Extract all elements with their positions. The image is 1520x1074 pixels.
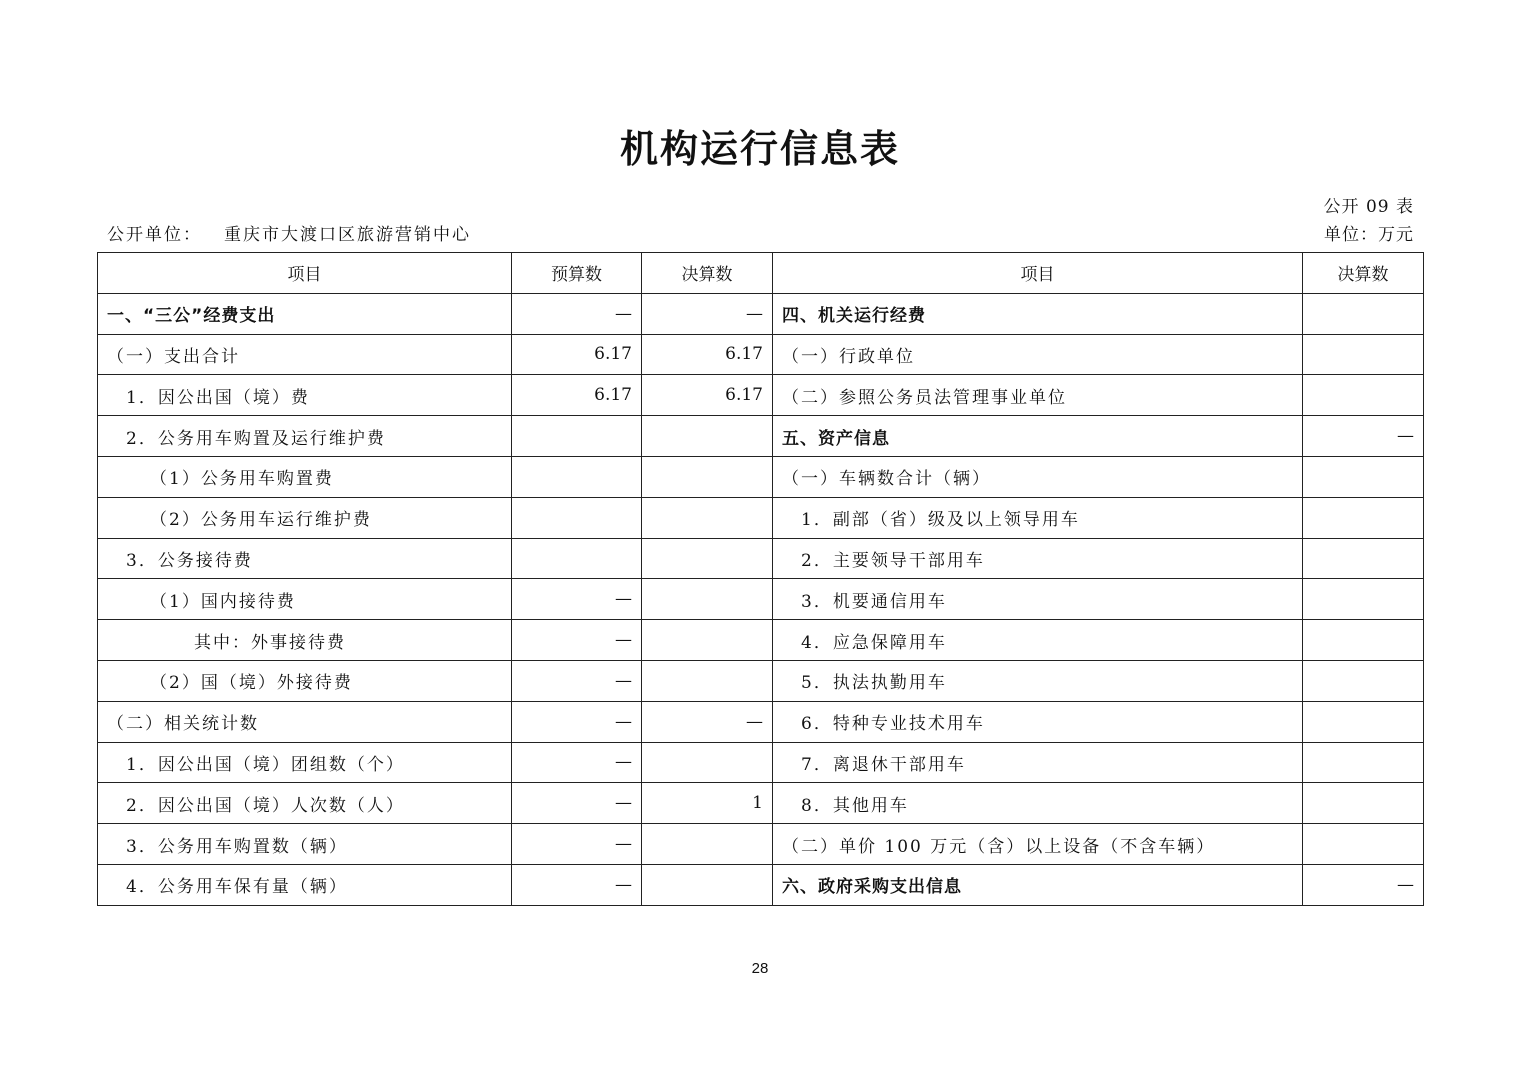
table-row <box>98 579 1424 620</box>
right-item-cell: 3．机要通信用车 <box>773 579 1303 620</box>
budget-cell: — <box>512 293 642 334</box>
left-item-cell: 3．公务用车购置数（辆） <box>98 824 512 865</box>
right-final-cell: — <box>1303 864 1424 905</box>
table-row <box>98 456 1424 497</box>
right-final-cell <box>1303 334 1424 375</box>
right-item-cell: 1．副部（省）级及以上领导用车 <box>773 497 1303 538</box>
final-cell: 6.17 <box>642 375 773 416</box>
left-item-cell: （一）支出合计 <box>98 334 512 375</box>
table-header-row <box>98 253 1424 294</box>
table-row <box>98 783 1424 824</box>
left-item-cell: 4．公务用车保有量（辆） <box>98 864 512 905</box>
right-final-cell <box>1303 660 1424 701</box>
left-item-cell: 其中：外事接待费 <box>98 620 512 661</box>
right-final-cell <box>1303 824 1424 865</box>
header-item-right: 项目 <box>773 253 1303 294</box>
final-cell <box>642 416 773 457</box>
final-cell <box>642 497 773 538</box>
right-item-cell: 8．其他用车 <box>773 783 1303 824</box>
table-row <box>98 497 1424 538</box>
left-item-cell: 3．公务接待费 <box>98 538 512 579</box>
left-item-cell: 2．公务用车购置及运行维护费 <box>98 416 512 457</box>
header-budget: 预算数 <box>512 253 642 294</box>
publishing-unit <box>107 220 471 245</box>
right-item-cell: （一）行政单位 <box>773 334 1303 375</box>
right-final-cell: — <box>1303 416 1424 457</box>
table-row <box>98 416 1424 457</box>
left-item-cell: （1）国内接待费 <box>98 579 512 620</box>
table-row <box>98 538 1424 579</box>
budget-cell: — <box>512 864 642 905</box>
currency-unit: 单位：万元 <box>1324 225 1414 245</box>
budget-cell <box>512 497 642 538</box>
final-cell <box>642 824 773 865</box>
table-row <box>98 293 1424 334</box>
budget-cell: — <box>512 579 642 620</box>
right-final-cell <box>1303 742 1424 783</box>
right-item-cell: 四、机关运行经费 <box>773 293 1303 334</box>
right-final-cell <box>1303 456 1424 497</box>
form-number: 公开 09 表 <box>1323 197 1414 217</box>
final-cell <box>642 864 773 905</box>
final-cell <box>642 620 773 661</box>
table-row <box>98 375 1424 416</box>
budget-cell: — <box>512 824 642 865</box>
table-row <box>98 742 1424 783</box>
org-name: 重庆市大渡口区旅游营销中心 <box>224 225 471 245</box>
final-cell <box>642 538 773 579</box>
budget-cell: — <box>512 783 642 824</box>
right-item-cell: （二）单价 100 万元（含）以上设备（不含车辆） <box>773 824 1303 865</box>
final-cell: 6.17 <box>642 334 773 375</box>
right-item-cell: 6．特种专业技术用车 <box>773 701 1303 742</box>
budget-cell: — <box>512 660 642 701</box>
right-final-cell <box>1303 375 1424 416</box>
right-final-cell <box>1303 538 1424 579</box>
budget-cell: 6.17 <box>512 375 642 416</box>
final-cell: — <box>642 701 773 742</box>
final-cell: — <box>642 293 773 334</box>
left-item-cell: （二）相关统计数 <box>98 701 512 742</box>
info-table <box>97 252 1424 906</box>
final-cell <box>642 660 773 701</box>
right-item-cell: （二）参照公务员法管理事业单位 <box>773 375 1303 416</box>
header-final-right: 决算数 <box>1303 253 1424 294</box>
header-final: 决算数 <box>642 253 773 294</box>
left-item-cell: 一、“三公”经费支出 <box>98 293 512 334</box>
table-row <box>98 864 1424 905</box>
page-number: 28 <box>751 960 769 977</box>
right-final-cell <box>1303 783 1424 824</box>
table-body <box>98 293 1424 905</box>
header-info-row <box>107 220 1414 245</box>
budget-cell <box>512 416 642 457</box>
final-cell <box>642 579 773 620</box>
right-item-cell: 5．执法执勤用车 <box>773 660 1303 701</box>
budget-cell <box>512 538 642 579</box>
table-row <box>98 620 1424 661</box>
table-row <box>98 701 1424 742</box>
left-item-cell: （2）国（境）外接待费 <box>98 660 512 701</box>
org-label: 公开单位： <box>107 225 202 245</box>
left-item-cell: 1．因公出国（境）团组数（个） <box>98 742 512 783</box>
right-final-cell <box>1303 620 1424 661</box>
table-row <box>98 824 1424 865</box>
left-item-cell: 2．因公出国（境）人次数（人） <box>98 783 512 824</box>
final-cell <box>642 742 773 783</box>
budget-cell: — <box>512 701 642 742</box>
header-item-left: 项目 <box>98 253 512 294</box>
right-item-cell: （一）车辆数合计（辆） <box>773 456 1303 497</box>
budget-cell: — <box>512 620 642 661</box>
final-cell: 1 <box>642 783 773 824</box>
right-item-cell: 五、资产信息 <box>773 416 1303 457</box>
final-cell <box>642 456 773 497</box>
right-item-cell: 2．主要领导干部用车 <box>773 538 1303 579</box>
right-item-cell: 7．离退休干部用车 <box>773 742 1303 783</box>
left-item-cell: 1．因公出国（境）费 <box>98 375 512 416</box>
right-final-cell <box>1303 579 1424 620</box>
budget-cell: — <box>512 742 642 783</box>
budget-cell <box>512 456 642 497</box>
left-item-cell: （1）公务用车购置费 <box>98 456 512 497</box>
right-item-cell: 4．应急保障用车 <box>773 620 1303 661</box>
budget-cell: 6.17 <box>512 334 642 375</box>
right-final-cell <box>1303 497 1424 538</box>
page-title: 机构运行信息表 <box>619 127 900 171</box>
right-final-cell <box>1303 701 1424 742</box>
right-final-cell <box>1303 293 1424 334</box>
table-row <box>98 334 1424 375</box>
table-row <box>98 660 1424 701</box>
left-item-cell: （2）公务用车运行维护费 <box>98 497 512 538</box>
right-item-cell: 六、政府采购支出信息 <box>773 864 1303 905</box>
